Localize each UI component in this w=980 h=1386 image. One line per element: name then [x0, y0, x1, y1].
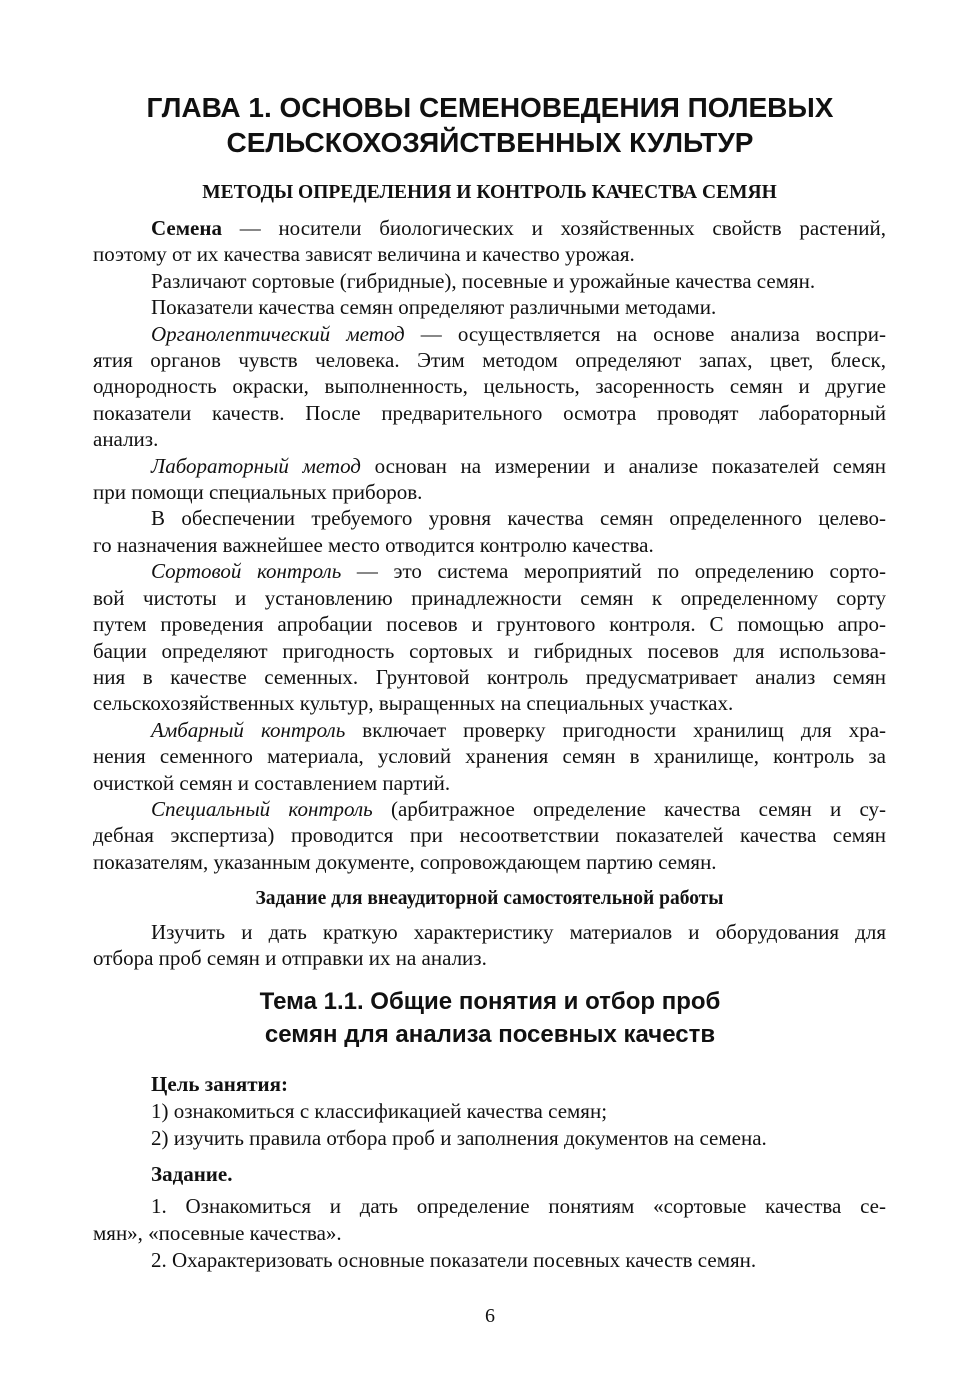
text-line — [93, 505, 886, 531]
paragraph — [93, 453, 886, 506]
text-run: путем проведения апробации посевов и грунтового контроля. С помощью апро- — [93, 612, 886, 637]
text-run: дебная экспертиза) проводится при несоответствии показателей качества семян — [93, 823, 886, 848]
text-line — [93, 1161, 886, 1187]
text-line — [93, 373, 886, 399]
paragraph — [93, 717, 886, 796]
text-run: мян», «посевные качества». — [93, 1220, 342, 1245]
text-run: вой чистоты и установлению принадлежности семян к определенному сорту — [93, 585, 886, 610]
section-heading: МЕТОДЫ ОПРЕДЕЛЕНИЯ И КОНТРОЛЬ КАЧЕСТВА СЕМЯН — [202, 182, 777, 203]
paragraph — [93, 268, 886, 294]
text-run: Различают сортовые (гибридные), посевные и урожайные качества семян. — [151, 268, 816, 293]
text-run: 2. Охарактеризовать основные показатели посевных качеств семян. — [151, 1247, 757, 1272]
topic-title-line: семян для анализа посевных качеств — [264, 1021, 716, 1048]
text-line — [93, 268, 886, 294]
text-line — [93, 585, 886, 611]
text-line — [93, 945, 886, 971]
text-run: 2) изучить правила отбора проб и заполнения документов на семена. — [151, 1125, 767, 1150]
italic-term: Сортовой контроль — [151, 559, 342, 584]
bold-term: Цель занятия: — [151, 1071, 288, 1096]
text-line — [93, 294, 886, 320]
text-line — [93, 664, 886, 690]
text-run: ятия органов чувств человека. Этим методом определяют запах, цвет, блеск, — [93, 348, 886, 373]
text-line — [93, 321, 886, 347]
paragraph — [93, 796, 886, 875]
chapter-title — [0, 90, 980, 160]
text-line — [93, 611, 886, 637]
paragraph — [93, 558, 886, 716]
lesson-paragraphs — [93, 1071, 886, 1274]
text-line — [93, 1220, 886, 1246]
text-line — [93, 241, 886, 267]
methods-paragraphs — [93, 215, 886, 875]
paragraph — [93, 505, 886, 558]
text-run: однородность окраски, выполненность, цельность, засоренность семян и другие — [93, 374, 886, 399]
text-run: В обеспечении требуемого уровня качества семян определенного целево- — [151, 506, 886, 531]
text-line — [93, 690, 886, 716]
paragraph — [93, 1098, 886, 1124]
text-line — [93, 426, 886, 452]
text-run: нения семенного материала, условий хранения семян в хранилище, контроль за — [93, 744, 886, 769]
text-line — [93, 919, 886, 945]
italic-term: Амбарный контроль — [151, 717, 346, 742]
text-run: включает проверку пригодности хранилищ для хра- — [345, 717, 887, 742]
text-line — [93, 1125, 886, 1151]
chapter-title-line: ГЛАВА 1. ОСНОВЫ СЕМЕНОВЕДЕНИЯ ПОЛЕВЫХ — [146, 92, 834, 123]
italic-term: Органолептический метод — [151, 321, 405, 346]
text-run: очисткой семян и составлением партий. — [93, 770, 451, 795]
text-run: поэтому от их качества зависят величина и качество урожая. — [93, 242, 635, 267]
text-line — [93, 1071, 886, 1097]
text-run: — это система мероприятий по определению сорто- — [341, 559, 886, 584]
paragraph — [93, 1125, 886, 1151]
text-line — [93, 532, 886, 558]
text-run: — осуществляется на основе анализа воспри- — [404, 321, 886, 346]
topic-title — [0, 985, 980, 1051]
text-line — [93, 215, 886, 241]
text-line — [93, 822, 886, 848]
lesson-text — [93, 1070, 886, 1273]
paragraph — [93, 1161, 886, 1187]
text-run: 1) ознакомиться с классификацией качества семян; — [151, 1098, 608, 1123]
paragraph — [93, 1071, 886, 1097]
text-line — [93, 479, 886, 505]
text-line — [93, 1098, 886, 1124]
text-line — [93, 453, 886, 479]
text-line — [93, 1193, 886, 1219]
self-study-heading: Задание для внеаудиторной самостоятельной работы — [255, 887, 724, 909]
text-run: Показатели качества семян определяют различными методами. — [151, 295, 717, 320]
text-line — [93, 347, 886, 373]
text-run: — носители биологических и хозяйственных свойств растений, — [221, 216, 886, 240]
paragraph — [93, 1193, 886, 1246]
text-line — [93, 717, 886, 743]
paragraph — [93, 1247, 886, 1273]
text-run: го назначения важнейшее место отводится контролю качества. — [93, 532, 654, 557]
text-line — [93, 1247, 886, 1273]
text-run: анализ. — [93, 427, 159, 452]
topic-title-line: Тема 1.1. Общие понятия и отбор проб — [259, 988, 721, 1015]
main-text — [93, 215, 886, 972]
text-line — [93, 770, 886, 796]
text-run: показателям, указанным документе, сопровождающем партию семян. — [93, 849, 717, 874]
text-run: ния в качестве семенных. Грунтовой контроль предусматривает анализ семян — [93, 664, 886, 689]
text-line — [93, 796, 886, 822]
page-number: 6 — [485, 1305, 495, 1327]
italic-term: Специальный контроль — [151, 796, 373, 821]
text-run: Изучить и дать краткую характеристику материалов и оборудования для — [151, 919, 886, 944]
text-run: сельскохозяйственных культур, выращенных на специальных участках. — [93, 691, 734, 716]
text-line — [93, 558, 886, 584]
text-line — [93, 743, 886, 769]
paragraph — [93, 215, 886, 268]
text-run: 1. Ознакомиться и дать определение понятиям «сортовые качества се- — [151, 1194, 886, 1219]
paragraph — [93, 919, 886, 972]
text-run: (арбитражное определение качества семян и су- — [372, 796, 886, 821]
text-line — [93, 400, 886, 426]
text-line — [93, 849, 886, 875]
text-run: показатели качеств. После предварительного осмотра проводят лабораторный — [93, 400, 886, 425]
bold-term: Задание. — [151, 1162, 233, 1186]
paragraph — [93, 321, 886, 453]
italic-term: Лабораторный метод — [151, 453, 361, 478]
text-run: отбора проб семян и отправки их на анализ. — [93, 946, 487, 971]
text-run: при помощи специальных приборов. — [93, 480, 423, 505]
chapter-title-line: СЕЛЬСКОХОЗЯЙСТВЕННЫХ КУЛЬТУР — [226, 127, 754, 158]
text-line — [93, 638, 886, 664]
text-run: основан на измерении и анализе показателей семян — [360, 453, 886, 478]
paragraph — [93, 294, 886, 320]
self-study-paragraphs — [93, 919, 886, 972]
text-run: бации определяют пригодность сортовых и гибридных посевов для использова- — [93, 638, 886, 663]
bold-term: Семена — [151, 216, 222, 240]
